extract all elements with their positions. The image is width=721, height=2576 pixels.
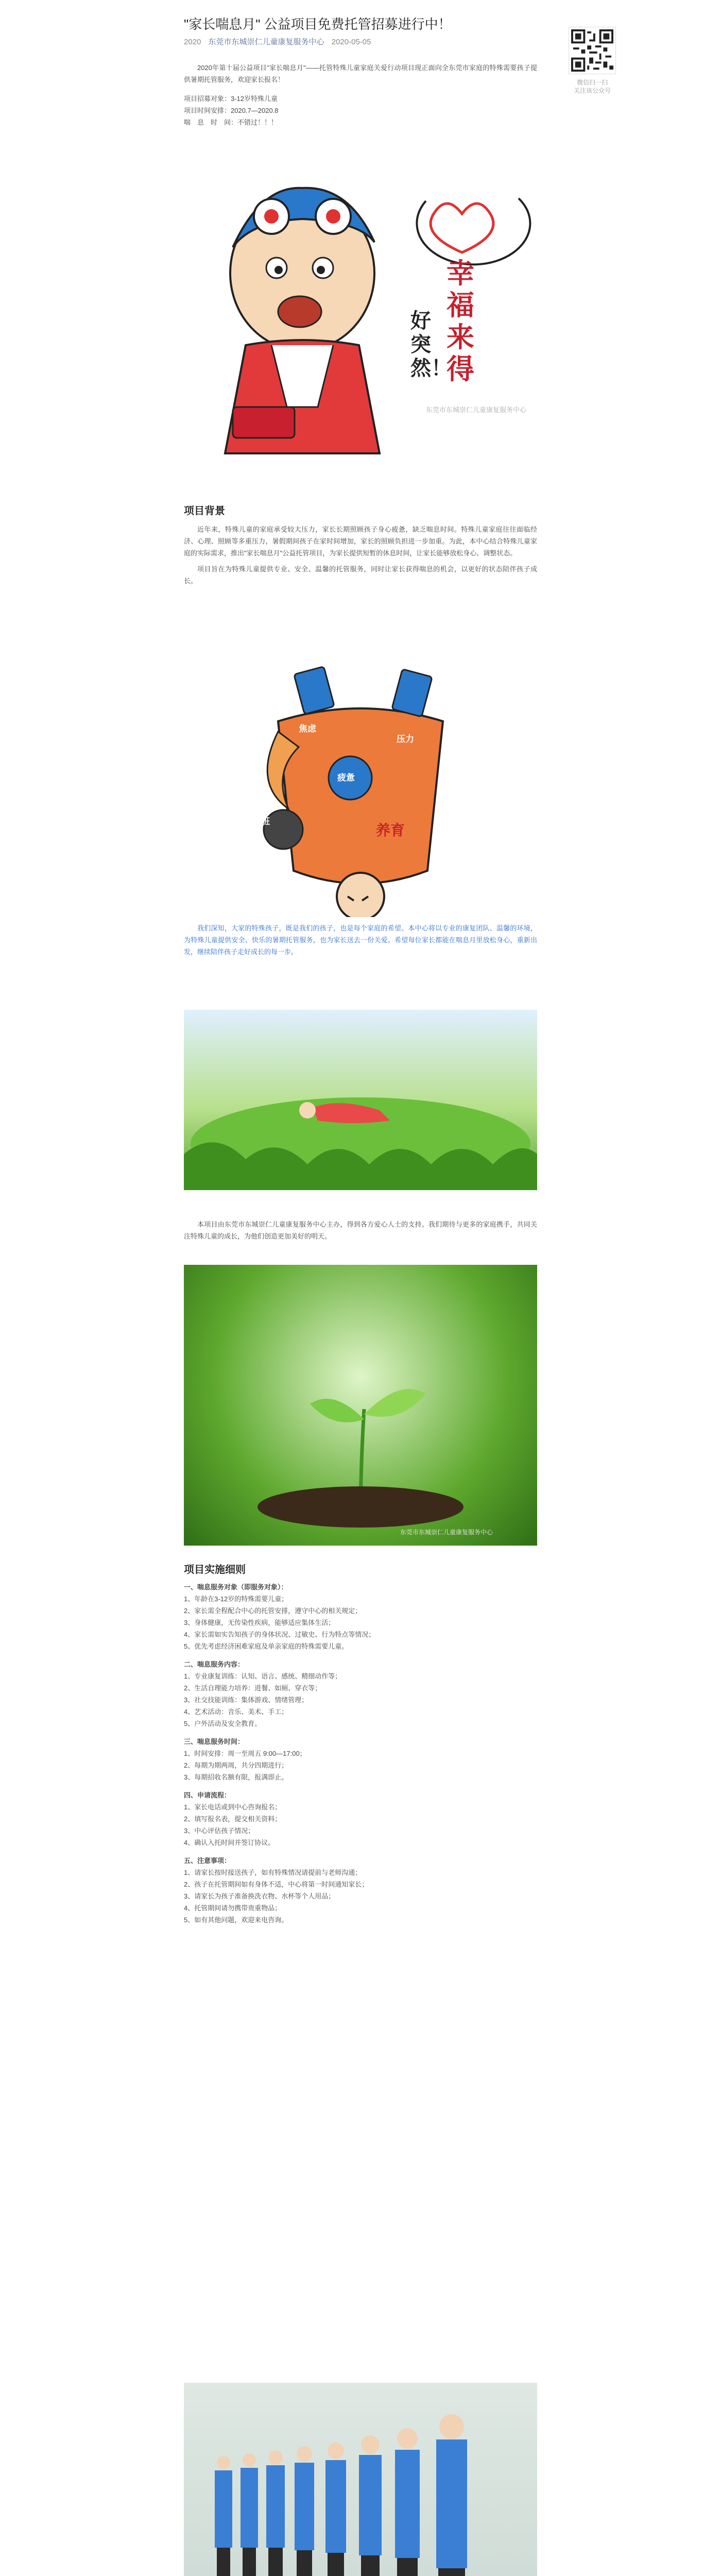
plan-heading: 四、申请流程： (184, 1791, 231, 1799)
background-paragraph: 项目旨在为特殊儿童提供专业、安全、温馨的托管服务，同时让家长获得喘息的机会，以更好的状态陪伴孩子成长。 (184, 565, 537, 585)
plan-heading: 三、喘息服务时间： (184, 1738, 245, 1745)
plan-section (184, 1561, 537, 1926)
hero-cartoon-image (184, 165, 537, 479)
plan-item: 1、专业康复训练：认知、语言、感统、精细动作等； (184, 1672, 342, 1680)
article-date: 2020 (184, 38, 201, 46)
plan-item: 1、年龄在3-12岁的特殊需要儿童； (184, 1595, 288, 1603)
plan-item: 2、生活自理能力培养：进餐、如厕、穿衣等； (184, 1684, 322, 1692)
staff-group-photo (184, 2383, 537, 2576)
intro-line: 项目时间安排：2020.7—2020.8 (184, 107, 279, 114)
plan-item: 3、中心评估孩子情况； (184, 1827, 255, 1835)
section-title: 项目背景 (184, 505, 225, 517)
hero-watermark: 东莞市东城崇仁儿童康复服务中心 (426, 406, 527, 414)
plan-item: 2、填写报名表，提交相关资料； (184, 1815, 282, 1823)
poster-word: 压力 (397, 734, 414, 744)
plan-item: 4、托管期间请勿携带贵重物品； (184, 1904, 282, 1912)
plan-item: 3、每期招收名额有限，报满即止。 (184, 1773, 288, 1781)
plan-item: 2、孩子在托管期间如有身体不适，中心将第一时间通知家长； (184, 1880, 369, 1888)
background-section-2 (184, 922, 537, 958)
plan-item: 5、优先考虑经济困难家庭及单亲家庭的特殊需要儿童。 (184, 1642, 349, 1650)
intro-block (184, 62, 537, 128)
intro-line: 喘 息 时 间：不错过！！！ (184, 118, 278, 126)
background-paragraph: 我们深知，大家的特殊孩子，既是我们的孩子，也是每个家庭的希望。本中心将以专业的康复团队、温馨的环境，为特殊儿童提供安全、快乐的暑期托管服务，也为家长送去一份关爱。希望每位家长都能在喘息月里放松身心，重新出发，继续陪伴孩子走好成长的每一步。 (184, 924, 537, 956)
account-name-link[interactable]: 东莞市东城崇仁儿童康复服务中心 (208, 38, 324, 46)
side-qr-caption: 微信扫一扫 关注该公众号 (573, 79, 611, 94)
article-meta (184, 36, 371, 47)
plan-item: 5、户外活动及安全教育。 (184, 1720, 262, 1727)
plan-heading: 一、喘息服务对象（即服务对象）： (184, 1583, 288, 1591)
article-title: "家长喘息月" 公益项目免费托管招募进行中！ (184, 16, 452, 32)
background-paragraph: 本项目由东莞市东城崇仁儿童康复服务中心主办，得到各方爱心人士的支持。我们期待与更多的家庭携手，共同关注特殊儿童的成长，为他们创造更加美好的明天。 (184, 1221, 537, 1240)
plan-item: 5、如有其他问题，欢迎来电咨询。 (184, 1916, 288, 1924)
plan-item: 2、家长需全程配合中心的托管安排，遵守中心的相关规定； (184, 1607, 362, 1615)
poster-word: 焦虑 (299, 724, 316, 734)
plan-item: 4、艺术活动：音乐、美术、手工； (184, 1708, 288, 1716)
plan-item: 3、社交技能训练：集体游戏、情绪管理； (184, 1696, 308, 1704)
hero-subline: 好突然！ (410, 309, 452, 380)
plan-item: 2、每期为期两周，共分四期进行； (184, 1761, 288, 1769)
plan-item: 3、请家长为孩子准备换洗衣物、水杯等个人用品； (184, 1892, 335, 1900)
plan-item: 4、确认入托时间并签订协议。 (184, 1839, 275, 1846)
image-watermark: 东莞市东城崇仁儿童康复服务中心 (400, 1529, 493, 1536)
poster-word: 养育 (376, 822, 405, 838)
seedling-photo (184, 1265, 537, 1546)
pressure-cartoon-image (221, 654, 500, 917)
intro-lead: 2020年第十届公益项目"家长喘息月"——托管特殊儿童家庭关爱行动项目现正面向全东莞市家庭的特殊需要孩子提供暑期托管服务，欢迎家长报名！ (184, 64, 537, 83)
plan-item: 1、请家长按时接送孩子，如有特殊情况请提前与老师沟通； (184, 1869, 362, 1876)
grass-child-photo (184, 1010, 537, 1190)
hero-headline: 幸福来得 (447, 258, 474, 385)
side-qr-panel (566, 27, 618, 95)
plan-item: 1、家长电话或到中心咨询报名； (184, 1803, 282, 1811)
background-section-3 (184, 1218, 537, 1242)
publish-time: 2020-05-05 (331, 38, 371, 46)
plan-heading: 五、注意事项： (184, 1857, 231, 1865)
plan-item: 4、家长需如实告知孩子的身体状况、过敏史、行为特点等情况； (184, 1631, 375, 1638)
intro-line: 项目招募对象：3-12岁特殊儿童 (184, 95, 278, 103)
plan-item: 3、身体健康，无传染性疾病，能够适应集体生活； (184, 1619, 335, 1626)
side-qr-code[interactable] (569, 27, 616, 74)
background-paragraph: 近年来，特殊儿童的家庭承受较大压力，家长长期照顾孩子身心疲惫，缺乏喘息时间。特殊儿童家庭往往面临经济、心理、照顾等多重压力，暑假期间孩子在家时间增加，家长的照顾负担进一步加重。为此，本中心结合特殊儿童家庭的实际需求，推出"家长喘息月"公益托管项目，为家长提供短暂的休息时间，让家长能够放松身心、调整状态。 (184, 526, 537, 557)
plan-heading: 二、喘息服务内容： (184, 1660, 245, 1668)
poster-word: 加班 (252, 817, 270, 826)
plan-item: 1、时间安排：周一至周五 9:00—17:00； (184, 1750, 306, 1757)
background-section (184, 502, 537, 587)
poster-word: 疲惫 (337, 773, 355, 783)
section-title: 项目实施细则 (184, 1564, 246, 1575)
